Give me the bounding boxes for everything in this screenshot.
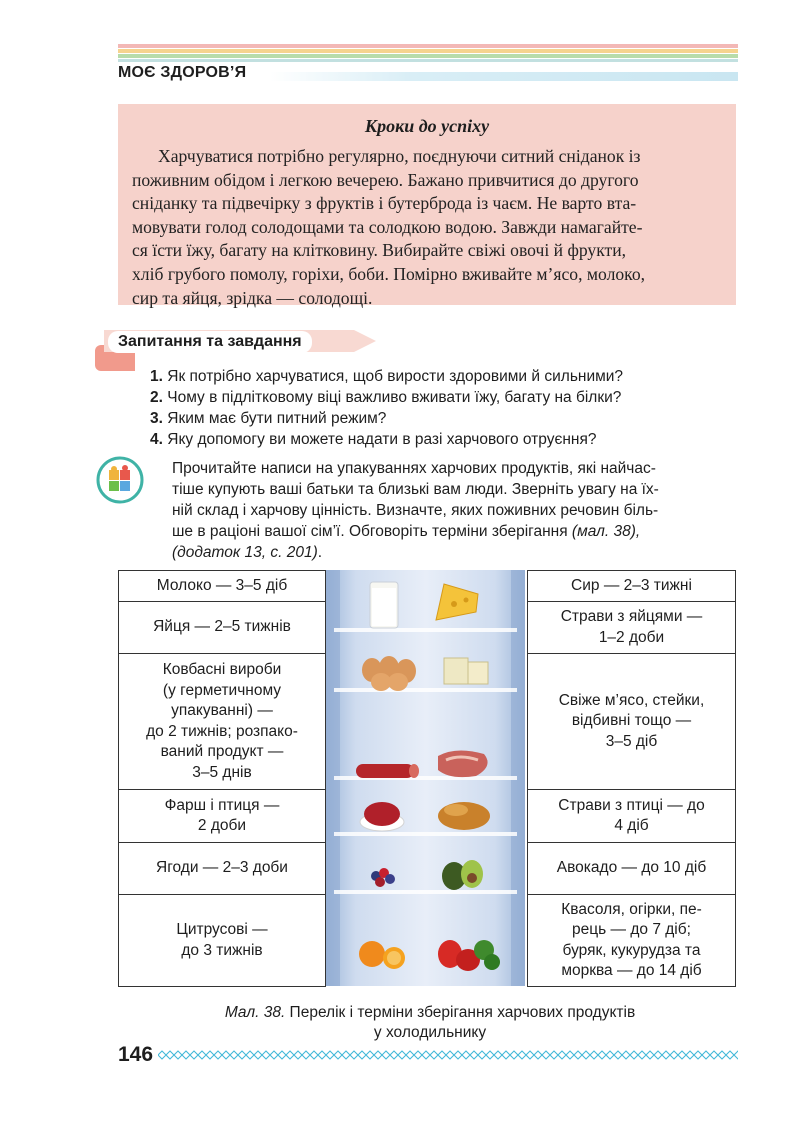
success-tips-box <box>118 104 736 308</box>
tip-text <box>132 145 722 310</box>
group-work-icon <box>96 456 144 504</box>
fridge-illustration <box>326 570 525 986</box>
task-line: тіше купують ваші батьки та близькі вам люди. Зверніть увагу на їх- <box>172 481 659 498</box>
caption-line: у холодильнику <box>373 1024 487 1041</box>
question-text: Як потрібно харчуватися, щоб вирости здоровими й сильними? <box>167 368 624 385</box>
list-item <box>150 387 623 408</box>
task-text <box>172 458 738 563</box>
appendix-reference: (додаток 13, с. 201) <box>172 544 318 561</box>
task-line-end: . <box>317 544 323 561</box>
storage-cell-milk: Молоко — 3–5 діб <box>118 570 326 602</box>
list-item <box>150 408 623 429</box>
tip-line: сніданку та підвечірку з фруктів і бутерброда із чаєм. Не варто вта- <box>132 193 637 214</box>
task-line: Прочитайте написи на упакуваннях харчових продуктів, які найчас- <box>172 460 656 477</box>
header-stripe-yellow <box>118 49 738 53</box>
storage-cell-avocado: Авокадо — до 10 діб <box>527 842 736 895</box>
header-stripe-teal <box>118 59 738 62</box>
question-text: Яку допомогу ви можете надати в разі харчового отруєння? <box>167 431 597 448</box>
figure-reference: (мал. 38), <box>571 523 641 540</box>
header-stripe-pink <box>118 44 738 48</box>
feta-cheese-icon <box>444 658 488 684</box>
questions-list <box>150 366 623 450</box>
question-text: Яким має бути питний режим? <box>167 410 387 427</box>
footer-ornament <box>158 1050 738 1060</box>
section-title: МОЄ ЗДОРОВ’Я <box>118 64 247 81</box>
header-underline <box>270 72 738 81</box>
storage-cell-egg-dishes: Страви з яйцями — 1–2 доби <box>527 601 736 654</box>
questions-heading: Запитання та завдання <box>108 331 312 353</box>
tip-line: ся їсти їжу, багату на клітковину. Вибирайте свіжі овочі й фрукти, <box>132 240 627 261</box>
roast-chicken-icon <box>438 802 490 830</box>
sausage-icon <box>356 764 419 778</box>
milk-glass-icon <box>370 582 398 628</box>
question-text: Чому в підлітковому віці важливо вживати їжу, багату на білки? <box>167 389 622 406</box>
question-number: 3. <box>150 410 163 427</box>
task-line: ше в раціоні вашої сім’ї. Обговоріть терміни зберігання <box>172 523 568 540</box>
tip-line: сир та яйця, зрідка — солодощі. <box>132 287 373 308</box>
tip-title: Кроки до успіху <box>364 116 490 136</box>
tip-line: мовувати голод солодощами та солодкою водою. Завжди намагайте- <box>132 216 643 237</box>
figure-caption <box>150 1003 710 1043</box>
storage-cell-fresh-meat: Свіже м’ясо, стейки, відбивні тощо — 3–5 діб <box>527 653 736 790</box>
question-number: 2. <box>150 389 163 406</box>
storage-cell-cheese: Сир — 2–3 тижні <box>527 570 736 602</box>
storage-cell-berries: Ягоди — 2–3 доби <box>118 842 326 895</box>
caption-line: Перелік і терміни зберігання харчових продуктів <box>285 1004 636 1021</box>
question-number: 4. <box>150 431 163 448</box>
storage-cell-citrus: Цитрусові — до 3 тижнів <box>118 894 326 987</box>
storage-cell-poultry-dishes: Страви з птиці — до 4 діб <box>527 789 736 843</box>
tip-line: хліб грубого помолу, горіхи, боби. Помірно вживайте м’ясо, молоко, <box>132 263 646 284</box>
storage-cell-vegetables: Квасоля, огірки, пе- рець — до 7 діб; буряк, кукурудза та морква — до 14 діб <box>527 894 736 987</box>
question-number: 1. <box>150 368 163 385</box>
storage-cell-eggs: Яйця — 2–5 тижнів <box>118 601 326 654</box>
storage-cell-mince-poultry: Фарш і птиця — 2 доби <box>118 789 326 843</box>
list-item <box>150 429 623 450</box>
tip-line: Харчуватися потрібно регулярно, поєднуючи ситний сніданок із <box>158 146 641 166</box>
tip-line: поживним обідом і легкою вечерею. Бажано привчитися до другого <box>132 169 639 190</box>
header-stripe-green <box>118 54 738 58</box>
list-item <box>150 366 623 387</box>
task-line: ній склад і харчову цінність. Визначте, яких поживних речовин біль- <box>172 502 659 519</box>
storage-cell-sausage: Ковбасні вироби (у герметичному упакуванні) — до 2 тижнів; розпако- ваний продукт — 3–5 днів <box>118 653 326 790</box>
raw-meat-icon <box>438 750 488 777</box>
figure-label: Мал. 38. <box>224 1004 286 1021</box>
page-number: 146 <box>118 1043 154 1066</box>
